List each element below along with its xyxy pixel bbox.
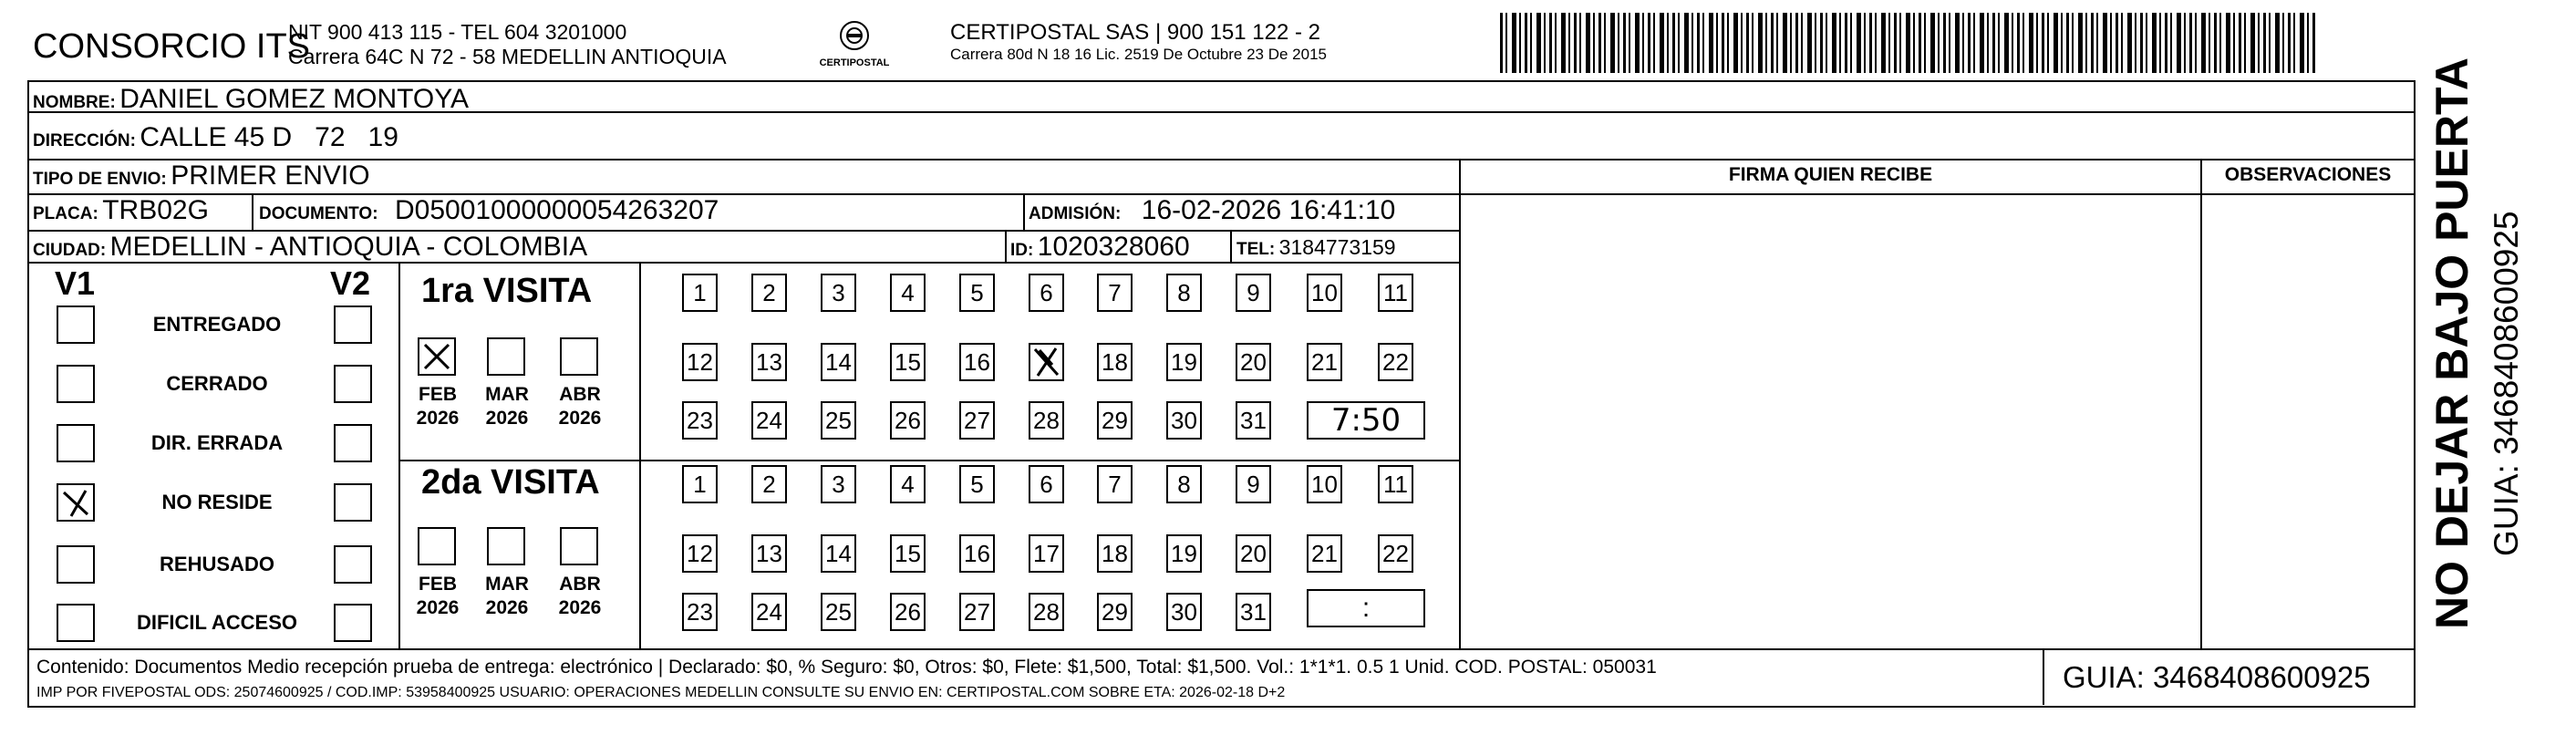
v2-header: V2 <box>330 264 371 302</box>
visit1-day-20[interactable]: 20 <box>1236 343 1271 381</box>
month-year: 2026 <box>558 408 602 429</box>
v2-checkbox[interactable] <box>334 483 372 522</box>
name-row <box>33 84 469 115</box>
observations-header: OBSERVACIONES <box>2224 164 2392 185</box>
document-number: D05001000000054263207 <box>395 195 719 225</box>
footer-content: Contenido: Documentos Medio recepción prueba de entrega: electrónico | Declarado: $0, % Seguro: $0, Otros: $0, Flete: $1,500, Total: $1,500. Vol.: 1*1*1. 0.5 1 Unid. COD. POSTAL: 050031 <box>36 657 1657 678</box>
visit1-month-label <box>553 383 607 430</box>
visit2-day-10[interactable]: 10 <box>1307 465 1342 503</box>
visit2-day-26[interactable]: 26 <box>890 593 926 631</box>
visit2-day-29[interactable]: 29 <box>1097 593 1133 631</box>
certipostal-logo <box>810 18 899 68</box>
admission-datetime: 16-02-2026 16:41:10 <box>1141 195 1396 225</box>
visit2-day-23[interactable]: 23 <box>682 593 718 631</box>
company-name: CONSORCIO ITS <box>33 27 311 66</box>
month-year: 2026 <box>558 597 602 618</box>
city-row <box>33 232 587 263</box>
courier-info <box>950 20 1327 64</box>
document-row <box>259 195 719 226</box>
visit2-day-20[interactable]: 20 <box>1236 534 1271 573</box>
v2-checkbox[interactable] <box>334 365 372 403</box>
visit2-day-19[interactable]: 19 <box>1166 534 1202 573</box>
visit1-day-7[interactable]: 7 <box>1097 274 1133 312</box>
id-label: ID: <box>1010 241 1034 260</box>
v1-checkbox[interactable] <box>57 604 95 642</box>
name-label: NOMBRE: <box>33 93 116 112</box>
visit2-month-feb-checkbox[interactable] <box>418 527 456 565</box>
visit2-month-abr-checkbox[interactable] <box>560 527 598 565</box>
visit2-day-8[interactable]: 8 <box>1166 465 1202 503</box>
visit2-day-22[interactable]: 22 <box>1378 534 1413 573</box>
type-row <box>33 160 370 192</box>
visit1-day-3[interactable]: 3 <box>821 274 856 312</box>
company-address: Carrera 64C N 72 - 58 MEDELLIN ANTIOQUIA <box>288 45 727 68</box>
tel-label: TEL: <box>1236 240 1276 259</box>
visit2-title: 2da VISITA <box>421 463 600 502</box>
logo-emblem-icon <box>837 18 872 53</box>
address-label: DIRECCIÓN: <box>33 131 136 150</box>
visit2-day-15[interactable]: 15 <box>890 534 926 573</box>
v2-checkbox[interactable] <box>334 305 372 344</box>
logo-text: CERTIPOSTAL <box>819 57 890 68</box>
visit2-month-mar-checkbox[interactable] <box>487 527 525 565</box>
company-nit: NIT 900 413 115 - TEL 604 3201000 <box>288 20 627 44</box>
visit1-month-label <box>480 383 534 430</box>
visit2-day-7[interactable]: 7 <box>1097 465 1133 503</box>
visit2-day-16[interactable]: 16 <box>959 534 995 573</box>
footer-guia: GUIA: 3468408600925 <box>2063 660 2371 694</box>
visit1-day-16[interactable]: 16 <box>959 343 995 381</box>
status-label: CERRADO <box>166 372 268 395</box>
v2-checkbox[interactable] <box>334 424 372 462</box>
x-mark-icon <box>419 339 454 374</box>
visit1-day-24[interactable]: 24 <box>751 401 787 440</box>
visit1-day-27[interactable]: 27 <box>959 401 995 440</box>
document-label: DOCUMENTO: <box>259 204 378 223</box>
visit1-day-19[interactable]: 19 <box>1166 343 1202 381</box>
visit1-day-28[interactable]: 28 <box>1029 401 1064 440</box>
status-label: DIR. ERRADA <box>150 431 284 454</box>
signature-header: FIRMA QUIEN RECIBE <box>1728 164 1933 185</box>
city-value: MEDELLIN - ANTIOQUIA - COLOMBIA <box>109 232 588 262</box>
recipient-name: DANIEL GOMEZ MONTOYA <box>119 84 470 114</box>
side-guia: GUIA: 3468408600925 <box>2488 211 2525 556</box>
barcode <box>1500 13 2316 73</box>
type-label: TIPO DE ENVIO: <box>33 170 167 189</box>
visit1-month-label <box>410 383 465 430</box>
visit1-month-feb-checkbox[interactable] <box>418 337 456 376</box>
visit2-day-4[interactable]: 4 <box>890 465 926 503</box>
visit1-day-10[interactable]: 10 <box>1307 274 1342 312</box>
visit1-day-25[interactable]: 25 <box>821 401 856 440</box>
visit2-day-21[interactable]: 21 <box>1307 534 1342 573</box>
visit2-month-label <box>480 573 534 620</box>
visit2-day-30[interactable]: 30 <box>1166 593 1202 631</box>
visit1-month-abr-checkbox[interactable] <box>560 337 598 376</box>
visit1-month-mar-checkbox[interactable] <box>487 337 525 376</box>
visit2-day-11[interactable]: 11 <box>1378 465 1413 503</box>
tel-value: 3184773159 <box>1278 235 1396 259</box>
visit1-day-13[interactable]: 13 <box>751 343 787 381</box>
visit2-day-9[interactable]: 9 <box>1236 465 1271 503</box>
visit2-day-13[interactable]: 13 <box>751 534 787 573</box>
visit1-day-5[interactable]: 5 <box>959 274 995 312</box>
v2-checkbox[interactable] <box>334 604 372 642</box>
month-year: 2026 <box>485 408 529 429</box>
visit1-day-6[interactable]: 6 <box>1029 274 1064 312</box>
day-mark-icon <box>1030 345 1062 379</box>
visit1-day-31[interactable]: 31 <box>1236 401 1271 440</box>
visit2-day-2[interactable]: 2 <box>751 465 787 503</box>
month-year: 2026 <box>485 597 529 618</box>
plate-value: TRB02G <box>102 195 209 225</box>
visit1-day-26[interactable]: 26 <box>890 401 926 440</box>
status-label: NO RESIDE <box>161 491 273 513</box>
visit1-day-17[interactable] <box>1029 343 1064 381</box>
visit1-time-box[interactable] <box>1307 401 1425 440</box>
visit1-day-11[interactable]: 11 <box>1378 274 1413 312</box>
month-name: FEB <box>419 574 457 595</box>
city-label: CIUDAD: <box>33 241 107 260</box>
admission-row <box>1029 195 1395 226</box>
month-name: FEB <box>419 384 457 405</box>
address-row <box>33 122 398 153</box>
v1-checkbox[interactable] <box>57 365 95 403</box>
recipient-address: CALLE 45 D 72 19 <box>140 122 398 152</box>
visit1-day-14[interactable]: 14 <box>821 343 856 381</box>
visit1-day-30[interactable]: 30 <box>1166 401 1202 440</box>
status-label: DIFICIL ACCESO <box>136 611 297 634</box>
visit2-day-12[interactable]: 12 <box>682 534 718 573</box>
visit1-time: 7:50 <box>1330 402 1402 439</box>
footer-imp: IMP POR FIVEPOSTAL ODS: 25074600925 / COD.IMP: 53958400925 USUARIO: OPERACIONES MEDELLIN CONSULTE SU ENVIO EN: CERTIPOSTAL.COM SOBRE ETA: 2026-02-18 D+2 <box>36 685 1286 700</box>
visit2-day-28[interactable]: 28 <box>1029 593 1064 631</box>
visit2-day-5[interactable]: 5 <box>959 465 995 503</box>
visit1-day-4[interactable]: 4 <box>890 274 926 312</box>
visit2-day-17[interactable]: 17 <box>1029 534 1064 573</box>
month-year: 2026 <box>416 597 460 618</box>
v1-header: V1 <box>55 264 96 302</box>
visit2-day-18[interactable]: 18 <box>1097 534 1133 573</box>
visit1-day-9[interactable]: 9 <box>1236 274 1271 312</box>
check-mark-icon <box>58 485 93 520</box>
tel-row <box>1236 235 1396 260</box>
month-name: MAR <box>485 384 529 405</box>
status-label: REHUSADO <box>160 553 274 575</box>
id-value: 1020328060 <box>1037 232 1190 262</box>
visit2-month-label <box>553 573 607 620</box>
visit1-title: 1ra VISITA <box>421 272 593 310</box>
visit2-time-box[interactable] <box>1307 589 1425 627</box>
visit1-day-18[interactable]: 18 <box>1097 343 1133 381</box>
visit1-day-21[interactable]: 21 <box>1307 343 1342 381</box>
shipment-type: PRIMER ENVIO <box>171 160 370 191</box>
visit2-month-label <box>410 573 465 620</box>
visit2-time: : <box>1361 593 1371 623</box>
visit2-day-25[interactable]: 25 <box>821 593 856 631</box>
admission-label: ADMISIÓN: <box>1029 204 1122 223</box>
month-name: MAR <box>485 574 529 595</box>
visit1-day-23[interactable]: 23 <box>682 401 718 440</box>
month-name: ABR <box>559 384 601 405</box>
plate-row <box>33 195 209 226</box>
visit1-day-8[interactable]: 8 <box>1166 274 1202 312</box>
company-info <box>288 20 727 69</box>
v1-checkbox[interactable] <box>57 483 95 522</box>
v1-checkbox[interactable] <box>57 305 95 344</box>
visit2-day-14[interactable]: 14 <box>821 534 856 573</box>
visit2-day-31[interactable]: 31 <box>1236 593 1271 631</box>
visit1-day-1[interactable]: 1 <box>682 274 718 312</box>
visit1-day-12[interactable]: 12 <box>682 343 718 381</box>
month-name: ABR <box>559 574 601 595</box>
visit1-day-15[interactable]: 15 <box>890 343 926 381</box>
month-year: 2026 <box>416 408 460 429</box>
visit2-day-27[interactable]: 27 <box>959 593 995 631</box>
v1-checkbox[interactable] <box>57 424 95 462</box>
side-warning: NO DEJAR BAJO PUERTA <box>2426 57 2478 629</box>
v1-checkbox[interactable] <box>57 545 95 584</box>
visit2-day-24[interactable]: 24 <box>751 593 787 631</box>
visit1-day-29[interactable]: 29 <box>1097 401 1133 440</box>
visit1-day-22[interactable]: 22 <box>1378 343 1413 381</box>
visit2-day-6[interactable]: 6 <box>1029 465 1064 503</box>
v2-checkbox[interactable] <box>334 545 372 584</box>
plate-label: PLACA: <box>33 204 98 223</box>
status-label: ENTREGADO <box>152 313 282 336</box>
visit1-day-2[interactable]: 2 <box>751 274 787 312</box>
visit2-day-1[interactable]: 1 <box>682 465 718 503</box>
visit2-day-3[interactable]: 3 <box>821 465 856 503</box>
courier-name: CERTIPOSTAL SAS | 900 151 122 - 2 <box>950 20 1320 45</box>
courier-address: Carrera 80d N 18 16 Lic. 2519 De Octubre 23 De 2015 <box>950 46 1327 63</box>
id-row <box>1010 232 1190 263</box>
